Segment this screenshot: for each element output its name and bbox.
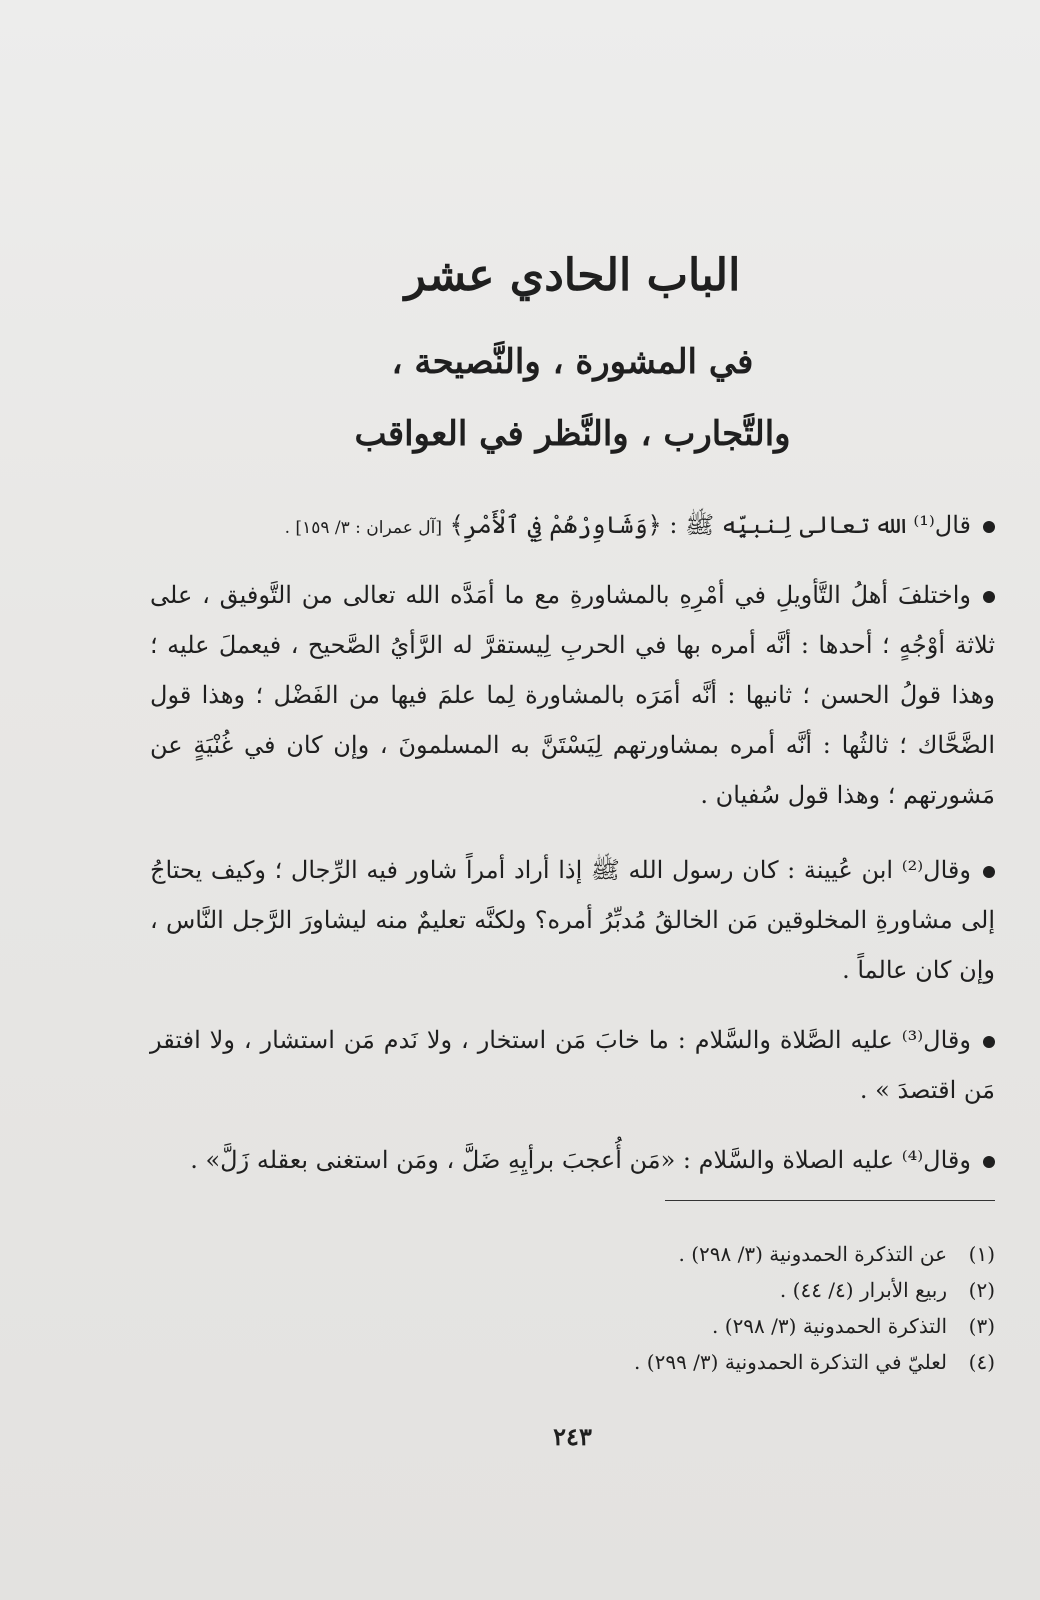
paragraph-3: [150, 845, 995, 995]
chapter-subtitle-line-1: في المشورة ، والنَّصيحة ،: [391, 342, 754, 382]
bullet-icon: [983, 866, 995, 878]
bullet-icon: [983, 591, 995, 603]
footnote-text: التذكرة الحمدونية (٣/ ٢٩٨) .: [712, 1314, 947, 1338]
footnote-text: ربيع الأبرار (٤/ ٤٤) .: [779, 1278, 947, 1302]
page-number: ٢٤٣: [553, 1422, 592, 1451]
chapter-title: الباب الحادي عشر: [404, 250, 741, 301]
footnote-number: (٢): [968, 1278, 995, 1302]
paragraph-2-text: واختلفَ أهلُ التَّأويلِ في أمْرِهِ بالمشاورةِ مع ما أمَدَّه الله تعالى من التَّوفيق ، على ثلاثة أوْجُهٍ ؛ أحدها : أنَّه أمره بها في الحربِ لِيستقرَّ له الرَّأيُ الصَّحيح ، فيعملَ عليه ؛ وهذا قولُ الحسن ؛ ثانيها : أنَّه أمَرَه بالمشاورة لِما علمَ فيها من الفَضْل ؛ وهذا قول الضَّحَّاك ؛ ثالثُها : أنَّه أمره بمشاورتهم لِيَسْتَنَّ به المسلمونَ ، وإن كان في غُنْيَةٍ عن مَشورتهم ؛ وهذا قول سُفيان .: [150, 581, 996, 809]
chapter-subtitle-line-2: والتَّجارب ، والنَّظر في العواقب: [354, 414, 791, 454]
footnote-2: [150, 1272, 995, 1308]
footnote-separator: [665, 1200, 995, 1201]
footnote-3: [150, 1308, 995, 1344]
paragraph-1: [150, 500, 995, 553]
paragraph-4-text: وقال⁽³⁾ عليه الصَّلاة والسَّلام : ما خابَ مَن استخار ، ولا نَدم مَن استشار ، ولا افتقر مَن اقتصدَ » .: [150, 1026, 995, 1104]
paragraph-5: [150, 1135, 995, 1185]
footnote-number: (٤): [968, 1350, 995, 1374]
paragraph-1-text: قال⁽¹⁾ الله تعالى لِنبيِّه ﷺ : ﴿وَشَاوِرْهُمْ فِي ٱلْأَمْرِ﴾: [449, 511, 971, 539]
footnote-number: (١): [968, 1242, 995, 1266]
footnote-text: لعليّ في التذكرة الحمدونية (٣/ ٢٩٩) .: [634, 1350, 947, 1374]
footnote-number: (٣): [968, 1314, 995, 1338]
bullet-icon: [983, 1036, 995, 1048]
bullet-icon: [983, 521, 995, 533]
footnote-text: عن التذكرة الحمدونية (٣/ ٢٩٨) .: [678, 1242, 947, 1266]
bullet-icon: [983, 1156, 995, 1168]
paragraph-3-text: وقال⁽²⁾ ابن عُيينة : كان رسول الله ﷺ إذا أراد أمراً شاور فيه الرِّجال ؛ وكيف يحتاجُ إلى مشاورةِ المخلوقين مَن الخالقُ مُدبِّرُ أمره؟ ولكنَّه تعليمٌ منه ليشاورَ الرَّجل النَّاس ، وإن كان عالماً .: [150, 856, 995, 984]
verse-reference: [آل عمران : ٣/ ١٥٩] .: [284, 518, 442, 538]
paragraph-5-text: وقال⁽⁴⁾ عليه الصلاة والسَّلام : «مَن أُعجبَ برأيِهِ ضَلَّ ، ومَن استغنى بعقله زَلَّ» .: [190, 1146, 971, 1174]
footnote-1: [150, 1236, 995, 1272]
footnote-4: [150, 1344, 995, 1380]
footnotes: [150, 1236, 995, 1380]
paragraph-2: [150, 570, 995, 820]
paragraph-4: [150, 1015, 995, 1115]
